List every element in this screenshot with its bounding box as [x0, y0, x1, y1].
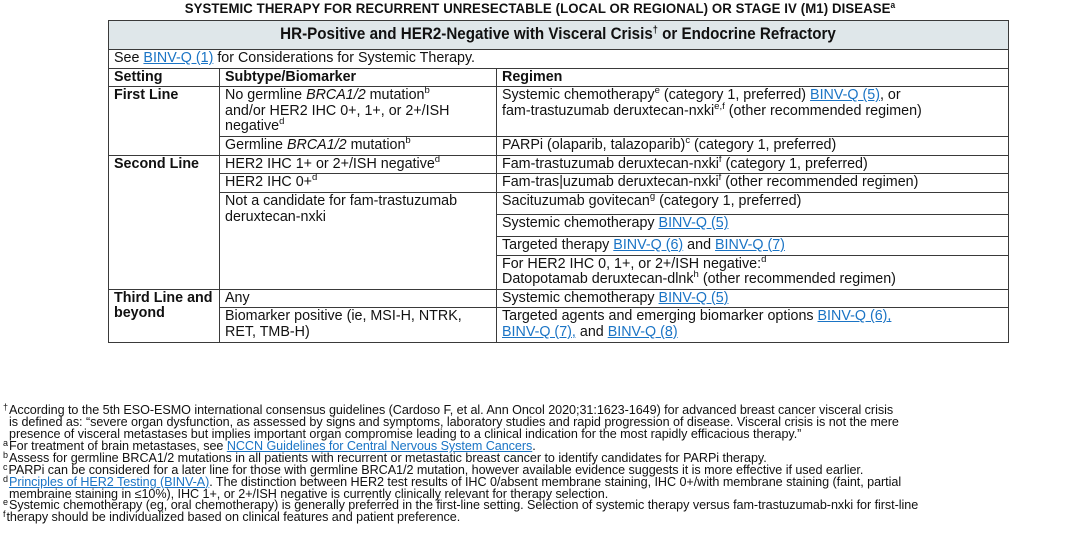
- binv-q-1-link[interactable]: BINV-Q (1): [143, 50, 214, 66]
- subtype-cell: Biomarker positive (ie, MSI-H, NTRK, RET, TMB-H): [220, 308, 497, 342]
- binv-q-7-link[interactable]: BINV-Q (7),: [502, 323, 576, 340]
- page-title-text: SYSTEMIC THERAPY FOR RECURRENT UNRESECTABLE (LOCAL OR REGIONAL) OR STAGE IV (M1) DISEASE: [184, 1, 891, 17]
- footnote-d-line2: membraine staining in ≤10%), IHC 1+, or 2+/ISH negative is currently clinically relevant for therapy selection.: [9, 486, 609, 501]
- footnote-a: $^a$For treatment of brain metastases, see NCCN Guidelines for Central Nervous System Cancers.: [3, 438, 536, 454]
- table-band-row: [109, 21, 1009, 50]
- footnote-mark: h: [693, 269, 699, 281]
- see-note: See BINV-Q (1) for Considerations for Systemic Therapy.: [109, 50, 1009, 69]
- binv-q-5-link[interactable]: BINV-Q (5): [658, 289, 729, 306]
- footnote-mark: e: [654, 85, 660, 97]
- table-row: [109, 289, 1009, 308]
- subtype-cell: Not a candidate for fam-trastuzumab deruxtecan-nxki: [220, 192, 497, 289]
- regimen-cell: Systemic chemotherapy$^e$ (category 1, preferred) BINV-Q (5), or fam-trastuzumab deruxtecan-nxki$^{e,f}$ (other recommended regimen): [497, 87, 1009, 137]
- footnote-mark: f: [718, 172, 722, 184]
- page-title: [38, 1, 1042, 17]
- footnote-e: $^e$Systemic chemotherapy (eg, oral chemotherapy) is generally preferred in the first-line setting. Selection of systemic therapy versus fam-trastuzumab-nxki for first-line: [3, 497, 919, 513]
- header-regimen: Regimen: [497, 68, 1009, 87]
- table-band: HR-Positive and HER2-Negative with Visceral Crisis† or Endocrine Refractory: [109, 21, 1009, 50]
- subtype-cell: HER2 IHC 1+ or 2+/ISH negative$^d$: [220, 155, 497, 174]
- table-row: [109, 155, 1009, 174]
- table-header-row: [109, 68, 1009, 87]
- footnote-mark: b: [405, 135, 411, 147]
- regimen-cell: Sacituzumab govitecan$^g$ (category 1, preferred): [497, 192, 1009, 214]
- table-row: [109, 87, 1009, 137]
- footnote-c: $^c$PARPi can be considered for a later line for those with germline BRCA1/2 mutation, however available evidence suggests it is more effective if used earlier.: [3, 461, 864, 477]
- binv-q-6-link[interactable]: BINV-Q (6),: [817, 308, 892, 325]
- setting-first-line: First Line: [109, 87, 220, 156]
- footnote-mark: d: [312, 172, 318, 184]
- footnote-b: $^b$Assess for germline BRCA1/2 mutations in all patients with recurrent or metastatic breast cancer to identify candidates for PARPi therapy.: [3, 450, 767, 466]
- footnote-dagger: †According to the 5th ESO-ESMO international consensus guidelines (Cardoso F, et al. Ann Oncol 2020;31:1623-1649) for advanced breast cancer visceral crisis: [3, 402, 894, 417]
- regimen-cell: PARPi (olaparib, talazoparib)$^c$ (category 1, preferred): [497, 137, 1009, 156]
- binv-q-8-link[interactable]: BINV-Q (8): [607, 323, 678, 340]
- footnote-mark: d: [434, 153, 441, 165]
- regimen-cell: Systemic chemotherapy BINV-Q (5): [497, 289, 1009, 308]
- footnote-mark: f: [718, 153, 722, 165]
- subtype-cell: HER2 IHC 0+$^d$: [220, 174, 497, 193]
- footnote-mark: c: [685, 135, 691, 147]
- regimen-cell: For HER2 IHC 0, 1+, or 2+/ISH negative:$^d$ Datopotamab deruxtecan-dlnk$^h$ (other recommended regimen): [497, 255, 1009, 289]
- footnote-mark: e,f: [714, 100, 725, 112]
- subtype-cell: Any: [220, 289, 497, 308]
- footnote-e-line2: $^f$therapy should be individualized based on clinical features and patient preference.: [3, 509, 461, 525]
- binv-q-7-link[interactable]: BINV-Q (7): [715, 236, 785, 253]
- binv-q-5-link[interactable]: BINV-Q (5): [658, 214, 729, 231]
- setting-second-line: Second Line: [109, 155, 220, 289]
- her2-testing-link[interactable]: Principles of HER2 Testing (BINV-A): [8, 474, 210, 489]
- table-row: [109, 308, 1009, 342]
- regimen-cell: Fam-tras|uzumab deruxtecan-nxki$^f$ (other recommended regimen): [497, 174, 1009, 193]
- regimen-cell: Systemic chemotherapy BINV-Q (5): [497, 214, 1009, 236]
- footnote-dagger-line3: presence of visceral metastases but implies important organ compromise leading to a clinical indication for the most rapidly efficacious therapy.”: [9, 426, 802, 441]
- table-row: [109, 174, 1009, 193]
- footnote-mark: d: [761, 253, 767, 265]
- footnote-d: $^d$Principles of HER2 Testing (BINV-A). The distinction between HER2 test results of IHC 0/absent membrane staining, IHC 0+/with membrane staining (faint, partial: [3, 473, 902, 489]
- see-note-row: [109, 50, 1009, 69]
- footnote-mark: a: [890, 0, 896, 10]
- nccn-cns-guidelines-link[interactable]: NCCN Guidelines for Central Nervous System Cancers: [226, 439, 533, 454]
- table-row: [109, 137, 1009, 156]
- setting-third-line: Third Line and beyond: [109, 289, 220, 342]
- header-subtype: Subtype/Biomarker: [220, 68, 497, 87]
- binv-q-5-link[interactable]: BINV-Q (5): [810, 87, 880, 104]
- footnotes: [3, 402, 1079, 525]
- regimen-cell: Targeted agents and emerging biomarker options BINV-Q (6), BINV-Q (7), and BINV-Q (8): [497, 308, 1009, 342]
- footnote-mark: g: [649, 190, 656, 202]
- regimen-cell: Targeted therapy BINV-Q (6) and BINV-Q (7): [497, 236, 1009, 255]
- regimen-cell: Fam-trastuzumab deruxtecan-nxki$^f$ (category 1, preferred): [497, 155, 1009, 174]
- regimen-table: [108, 20, 1009, 343]
- footnote-mark: b: [424, 85, 430, 97]
- header-setting: Setting: [109, 68, 220, 87]
- footnote-mark: †: [653, 25, 659, 37]
- footnote-dagger-line2: is defined as: “severe organ dysfunction, as assessed by signs and symptoms, laboratory studies and rapid progression of disease. Visceral crisis is not the mere: [9, 414, 899, 429]
- table-row: [109, 192, 1009, 214]
- subtype-cell: Germline BRCA1/2 mutation$^b$: [220, 137, 497, 156]
- footnote-mark: d: [279, 116, 285, 128]
- binv-q-6-link[interactable]: BINV-Q (6): [613, 236, 684, 253]
- subtype-cell: No germline BRCA1/2 mutation$^b$ and/or HER2 IHC 0+, 1+, or 2+/ISH negative$^d$: [220, 87, 497, 137]
